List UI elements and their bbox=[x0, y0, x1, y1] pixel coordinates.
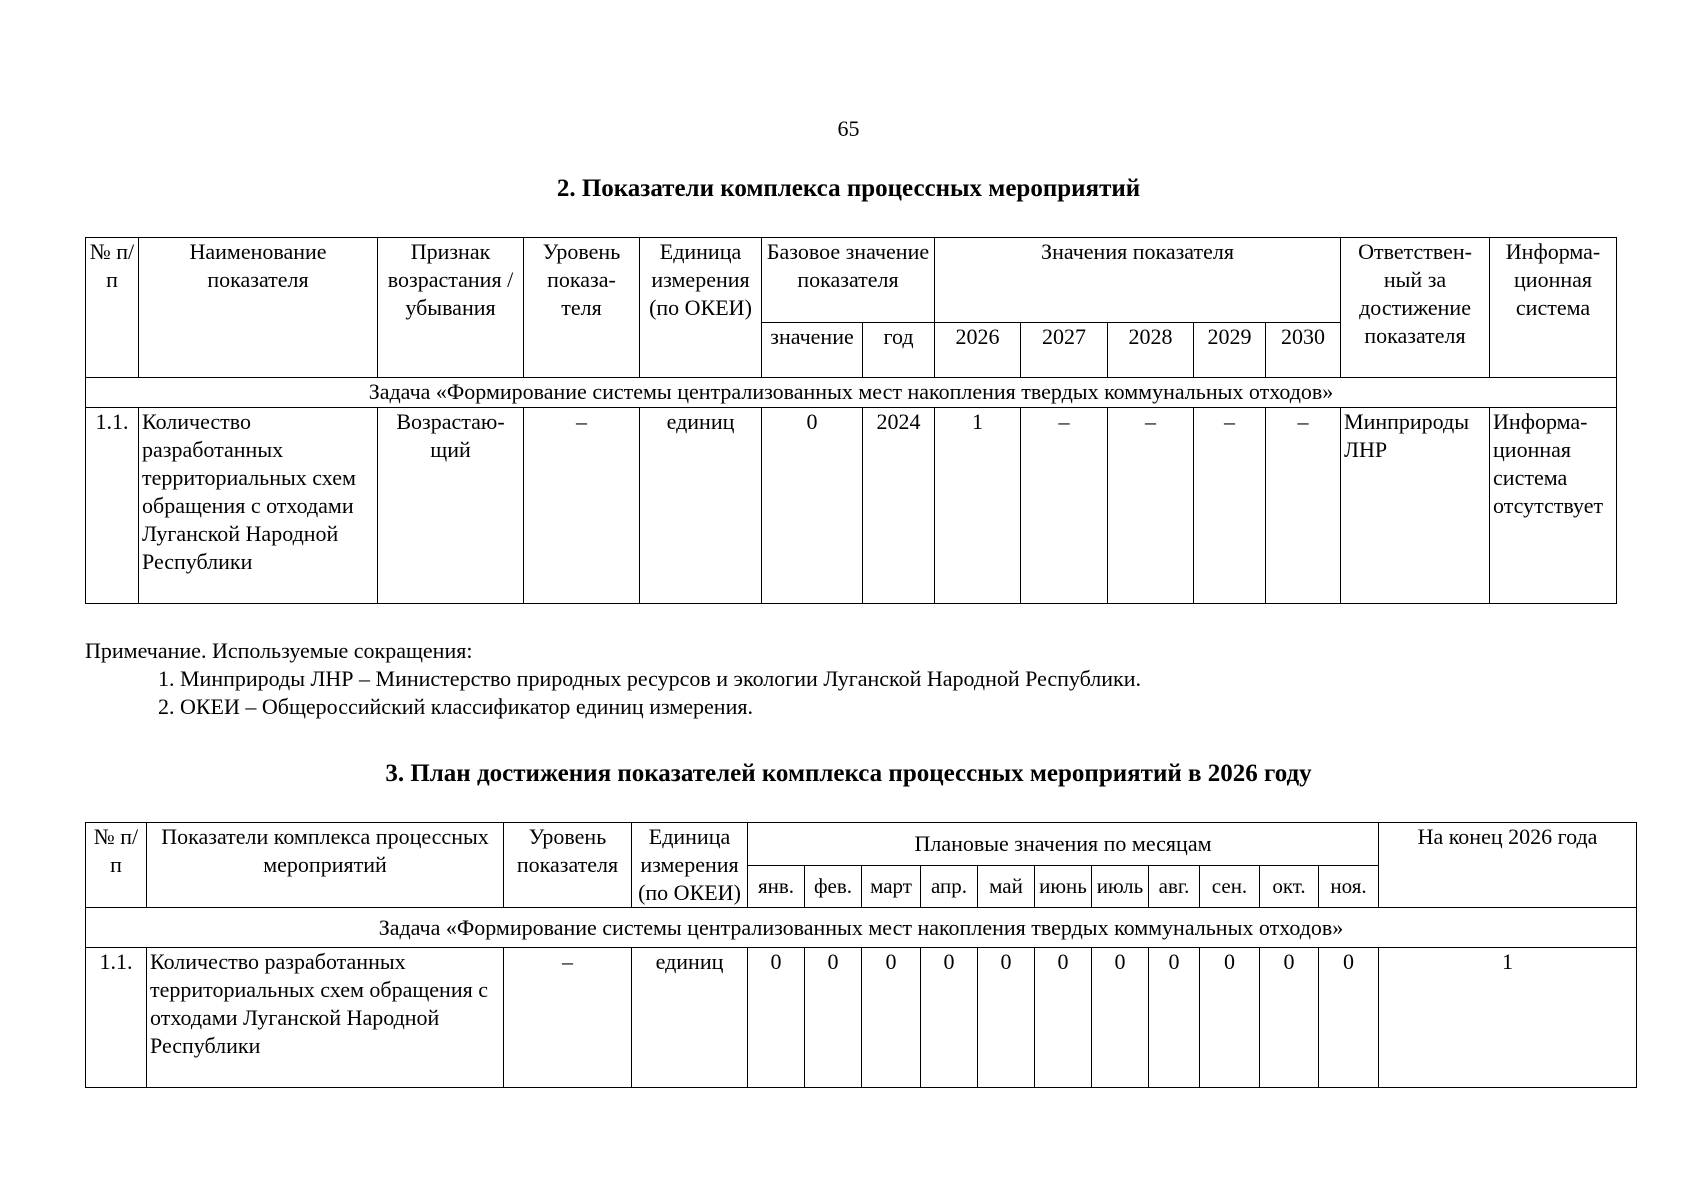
header-year-2029: 2029 bbox=[1194, 323, 1266, 378]
header-num: № п/п bbox=[86, 823, 147, 908]
row-month-sep: 0 bbox=[1200, 948, 1260, 1088]
row-value-2027: – bbox=[1021, 408, 1108, 604]
section-3-title: 3. План достижения показателей комплекса процессных мероприятий в 2026 году bbox=[385, 760, 1312, 787]
section-2-title: 2. Показатели комплекса процессных мероприятий bbox=[556, 175, 1141, 202]
task-row: Задача «Формирование системы централизованных мест накопления твердых коммунальных отходов» bbox=[86, 378, 1617, 408]
row-value-2026: 1 bbox=[935, 408, 1021, 604]
header-year-2026: 2026 bbox=[935, 323, 1021, 378]
row-month-jan: 0 bbox=[748, 948, 805, 1088]
header-num: № п/п bbox=[86, 238, 139, 378]
row-month-may: 0 bbox=[978, 948, 1035, 1088]
page-number: 65 bbox=[837, 116, 860, 141]
header-month-nov: ноя. bbox=[1319, 865, 1379, 908]
header-sign: Признак возрастания / убывания bbox=[378, 238, 524, 378]
header-unit: Единица измерения (по ОКЕИ) bbox=[632, 823, 748, 908]
row-month-jun: 0 bbox=[1035, 948, 1092, 1088]
row-num: 1.1. bbox=[86, 408, 139, 604]
row-month-nov: 0 bbox=[1319, 948, 1379, 1088]
table-row bbox=[86, 948, 1637, 1088]
row-unit: единиц bbox=[640, 408, 762, 604]
header-level: Уровень показа-теля bbox=[524, 238, 640, 378]
header-base-year: год bbox=[863, 323, 935, 378]
row-base-year: 2024 bbox=[863, 408, 935, 604]
header-month-mar: март bbox=[862, 865, 921, 908]
header-unit: Единица измерения (по ОКЕИ) bbox=[640, 238, 762, 378]
header-base: Базовое значение показателя bbox=[762, 238, 935, 323]
row-month-apr: 0 bbox=[921, 948, 978, 1088]
row-end: 1 bbox=[1379, 948, 1637, 1088]
header-year-2030: 2030 bbox=[1266, 323, 1341, 378]
row-month-aug: 0 bbox=[1149, 948, 1200, 1088]
header-base-value: значение bbox=[762, 323, 863, 378]
header-month-apr: апр. bbox=[921, 865, 978, 908]
header-month-jun: июнь bbox=[1035, 865, 1092, 908]
header-month-jul: июль bbox=[1092, 865, 1149, 908]
header-values: Значения показателя bbox=[935, 238, 1341, 323]
indicators-table bbox=[85, 237, 1617, 604]
header-name: Наименование показателя bbox=[139, 238, 378, 378]
row-name: Количество разработанных территориальных схем обращения с отходами Луганской Народной Республики bbox=[147, 948, 504, 1088]
plan-table bbox=[85, 822, 1637, 1088]
row-num: 1.1. bbox=[86, 948, 147, 1088]
row-sign: Возрастаю-щий bbox=[378, 408, 524, 604]
header-month-may: май bbox=[978, 865, 1035, 908]
header-month-feb: фев. bbox=[805, 865, 862, 908]
header-month-aug: авг. bbox=[1149, 865, 1200, 908]
row-value-2030: – bbox=[1266, 408, 1341, 604]
notes-title: Примечание. Используемые сокращения: bbox=[85, 638, 473, 663]
row-month-feb: 0 bbox=[805, 948, 862, 1088]
header-end: На конец 2026 года bbox=[1379, 823, 1637, 908]
row-responsible: Минприроды ЛНР bbox=[1341, 408, 1490, 604]
row-name: Количество разработанных территориальных схем обращения с отходами Луганской Народной Республики bbox=[139, 408, 378, 604]
header-year-2028: 2028 bbox=[1108, 323, 1194, 378]
header-year-2027: 2027 bbox=[1021, 323, 1108, 378]
row-value-2028: – bbox=[1108, 408, 1194, 604]
task-row: Задача «Формирование системы централизованных мест накопления твердых коммунальных отходов» bbox=[86, 908, 1637, 948]
row-info: Информа-ционная система отсутствует bbox=[1490, 408, 1617, 604]
row-level: – bbox=[504, 948, 632, 1088]
row-month-mar: 0 bbox=[862, 948, 921, 1088]
notes-item: 2. ОКЕИ – Общероссийский классификатор единиц измерения. bbox=[158, 694, 753, 719]
header-responsible: Ответствен-ный за достижение показателя bbox=[1341, 238, 1490, 378]
header-name: Показатели комплекса процессных мероприятий bbox=[147, 823, 504, 908]
row-level: – bbox=[524, 408, 640, 604]
row-month-jul: 0 bbox=[1092, 948, 1149, 1088]
notes-item: 1. Минприроды ЛНР – Министерство природных ресурсов и экологии Луганской Народной Республики. bbox=[158, 666, 1141, 691]
row-base-value: 0 bbox=[762, 408, 863, 604]
row-value-2029: – bbox=[1194, 408, 1266, 604]
row-unit: единиц bbox=[632, 948, 748, 1088]
header-month-oct: окт. bbox=[1260, 865, 1319, 908]
table-row bbox=[86, 408, 1617, 604]
header-level: Уровень показателя bbox=[504, 823, 632, 908]
row-month-oct: 0 bbox=[1260, 948, 1319, 1088]
notes bbox=[85, 637, 1141, 721]
header-monthly: Плановые значения по месяцам bbox=[748, 823, 1379, 866]
header-info: Информа-ционная система bbox=[1490, 238, 1617, 378]
header-month-sep: сен. bbox=[1200, 865, 1260, 908]
header-month-jan: янв. bbox=[748, 865, 805, 908]
